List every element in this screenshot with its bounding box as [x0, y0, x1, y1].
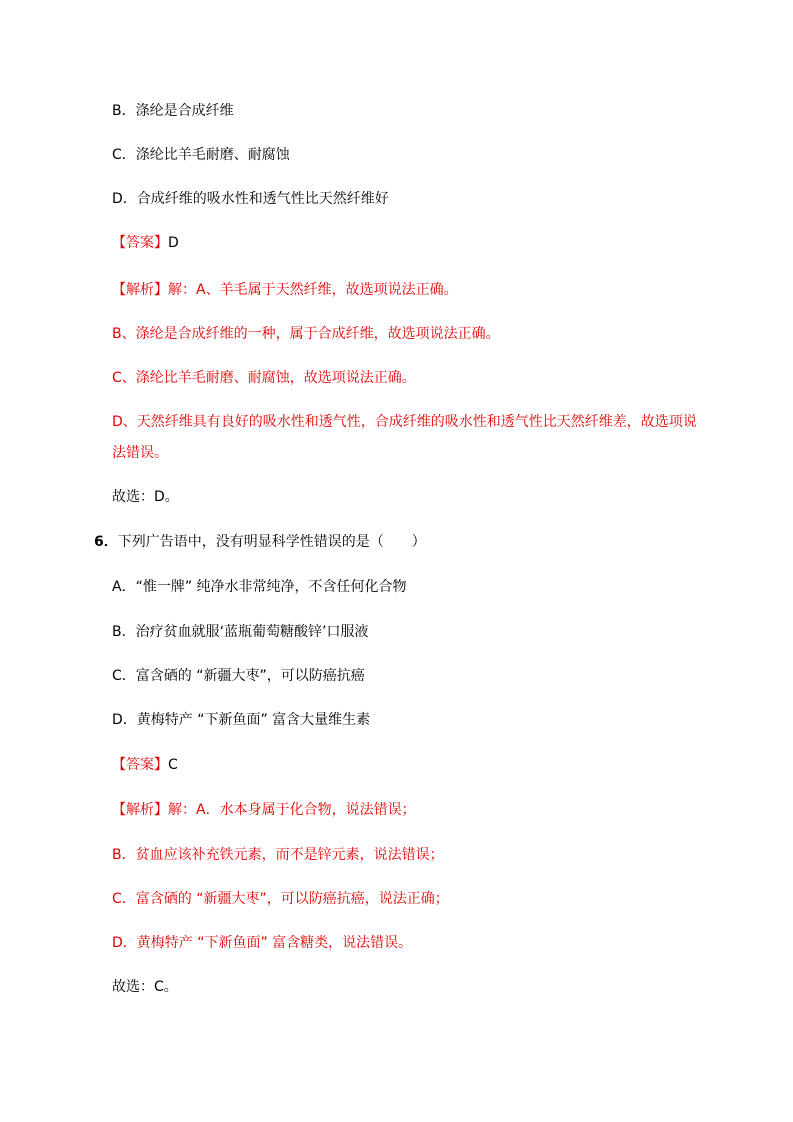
q5-analysis-text-1: 解：A、羊毛属于天然纤维，故选项说法正确。 — [168, 282, 458, 298]
q5-analysis-line-1 — [112, 280, 458, 300]
q5-option-c: C．涤纶比羊毛耐磨、耐腐蚀 — [112, 147, 290, 163]
q5-answer-value: D — [168, 235, 179, 251]
q6-answer-label: 【答案】 — [112, 757, 168, 773]
q6-stem-line — [94, 532, 426, 552]
q6-analysis-text-1: 解：A．水本身属于化合物，说法错误； — [168, 802, 416, 818]
q6-analysis-label: 【解析】 — [112, 802, 168, 818]
q6-analysis-line-3: C．富含硒的 “新疆大枣”，可以防癌抗癌，说法正确； — [112, 891, 449, 907]
q6-option-b: B．治疗贫血就服‘蓝瓶葡萄糖酸锌’口服液 — [112, 624, 369, 640]
q6-analysis-line-2: B．贫血应该补充铁元素，而不是锌元素，说法错误； — [112, 847, 444, 863]
q6-number: 6． — [94, 534, 118, 550]
q6-analysis-line-4: D．黄梅特产 “下新鱼面” 富含糖类，说法错误。 — [112, 935, 413, 951]
q5-analysis-label: 【解析】 — [112, 282, 168, 298]
q5-option-b: B．涤纶是合成纤维 — [112, 103, 234, 119]
q5-option-d: D．合成纤维的吸水性和透气性比天然纤维好 — [112, 191, 389, 207]
q6-answer-value: C — [168, 757, 178, 773]
q5-answer-label: 【答案】 — [112, 235, 168, 251]
q6-answer — [112, 755, 178, 775]
q6-stem: 下列广告语中，没有明显科学性错误的是（ ） — [117, 534, 426, 550]
q5-analysis-line-3: C、涤纶比羊毛耐磨、耐腐蚀，故选项说法正确。 — [112, 370, 416, 386]
q5-analysis-line-5: 法错误。 — [112, 445, 168, 461]
q5-analysis-line-2: B、涤纶是合成纤维的一种，属于合成纤维，故选项说法正确。 — [112, 326, 500, 342]
q6-option-c: C．富含硒的 “新疆大枣”，可以防癌抗癌 — [112, 668, 365, 684]
q6-conclusion: 故选：C。 — [112, 979, 178, 995]
q6-option-a: A．“惟一牌” 纯净水非常纯净，不含任何化合物 — [112, 579, 407, 595]
q6-analysis-line-1 — [112, 800, 416, 820]
q5-conclusion: 故选：D。 — [112, 489, 179, 505]
q6-option-d: D．黄梅特产 “下新鱼面” 富含大量维生素 — [112, 712, 371, 728]
q5-answer — [112, 233, 179, 253]
q5-analysis-line-4: D、天然纤维具有良好的吸水性和透气性，合成纤维的吸水性和透气性比天然纤维差，故选项说 — [112, 414, 697, 430]
